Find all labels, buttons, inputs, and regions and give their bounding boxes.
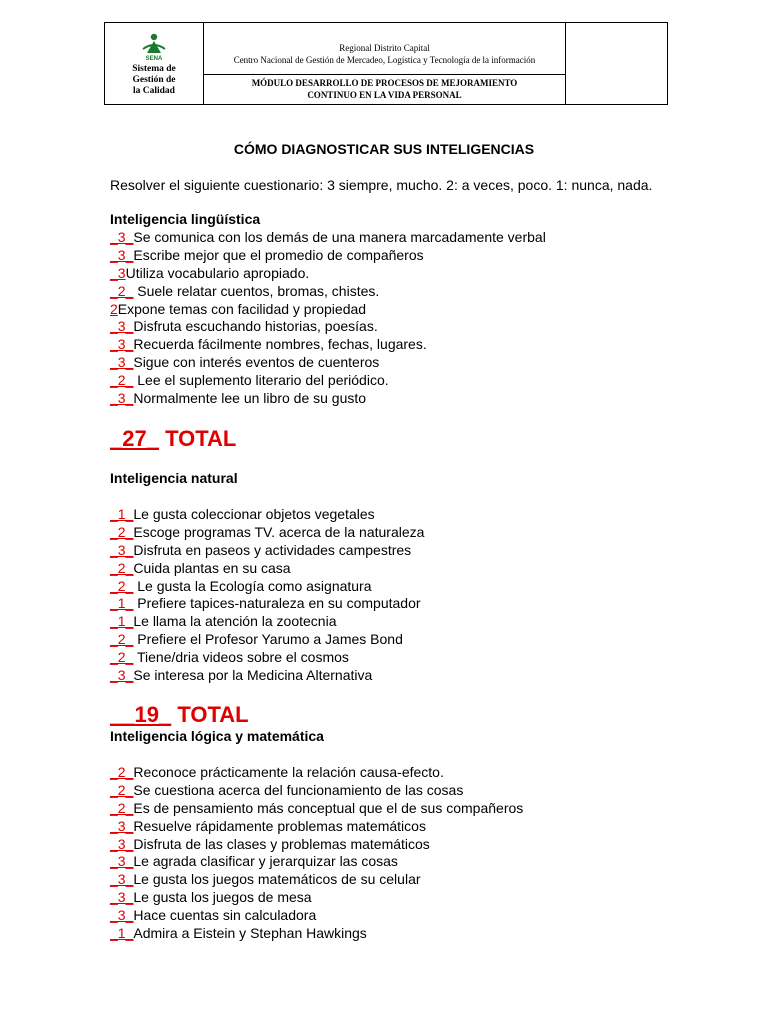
score: _3 xyxy=(110,264,126,281)
logo-text: SENA xyxy=(145,56,163,61)
module-title-line-1: MÓDULO DESARROLLO DE PROCESOS DE MEJORAMIENTO xyxy=(251,78,518,88)
list-item: _3Utiliza vocabulario apropiado. xyxy=(110,264,310,281)
score: _2_ xyxy=(110,649,134,666)
list-item: _2_ Prefiere el Profesor Yarumo a James Bond xyxy=(110,631,403,648)
list-item: _2_Reconoce prácticamente la relación causa-efecto. xyxy=(110,764,444,780)
score: _3_ xyxy=(110,667,134,684)
list-item: _1_Le llama la atención la zootecnia xyxy=(110,613,337,630)
system-line-3: la Calidad xyxy=(133,86,175,96)
instructions: Resolver el siguiente cuestionario: 3 siempre, mucho. 2: a veces, poco. 1: nunca, nada. xyxy=(110,177,653,193)
list-item: _1_ Prefiere tapices-naturaleza en su computador xyxy=(110,595,421,612)
sena-logo-icon xyxy=(139,31,169,61)
page-title: CÓMO DIAGNOSTICAR SUS INTELIGENCIAS xyxy=(233,141,535,157)
list-item: _3_Le agrada clasificar y jerarquizar las cosas xyxy=(110,853,398,870)
score: _3_ xyxy=(110,817,134,834)
score: _2_ xyxy=(110,523,134,540)
system-line-1: Sistema de xyxy=(132,64,176,74)
linguistic-total xyxy=(110,426,236,452)
score: _3_ xyxy=(110,246,134,263)
total-label: TOTAL xyxy=(165,426,237,451)
score: _3_ xyxy=(110,390,134,407)
header-empty-cell xyxy=(566,23,667,104)
score: _2_ xyxy=(110,781,134,798)
natural-items xyxy=(110,506,424,685)
list-item: _3_Se comunica con los demás de una manera marcadamente verbal xyxy=(110,229,546,245)
list-item: _3_Resuelve rápidamente problemas matemáticos xyxy=(110,817,426,834)
score: _3_ xyxy=(110,871,134,888)
list-item: _3_Hace cuentas sin calculadora xyxy=(110,907,317,924)
list-item: _3_Disfruta en paseos y actividades campestres xyxy=(110,541,412,558)
list-item: _2_Es de pensamiento más conceptual que el de sus compañeros xyxy=(110,799,524,816)
regional-label: Regional Distrito Capital xyxy=(339,43,430,53)
list-item: _3_Le gusta los juegos de mesa xyxy=(110,889,312,906)
list-item: _3_Le gusta los juegos matemáticos de su celular xyxy=(110,871,421,888)
section-heading-linguistic: Inteligencia lingüística xyxy=(110,211,261,227)
list-item: _2_Cuida plantas en su casa xyxy=(110,559,291,576)
score: _2_ xyxy=(110,799,134,816)
list-item: _3_Se interesa por la Medicina Alternativa xyxy=(110,667,373,684)
score: _2_ xyxy=(110,577,134,594)
section-heading-natural: Inteligencia natural xyxy=(110,470,238,486)
score: _3_ xyxy=(110,229,134,245)
score: _3_ xyxy=(110,336,134,353)
score: 2 xyxy=(110,300,118,317)
score: _2_ xyxy=(110,631,134,648)
score: _1_ xyxy=(110,925,134,942)
list-item: _1_Le gusta coleccionar objetos vegetales xyxy=(110,506,375,522)
list-item: _2_ Suele relatar cuentos, bromas, chistes. xyxy=(110,282,380,299)
score: _3_ xyxy=(110,907,134,924)
score: _2_ xyxy=(110,559,134,576)
document-header xyxy=(104,22,668,105)
list-item: 2Expone temas con facilidad y propiedad xyxy=(110,300,367,317)
natural-total xyxy=(110,702,249,728)
score: _3_ xyxy=(110,853,134,870)
list-item: _3_Recuerda fácilmente nombres, fechas, lugares. xyxy=(110,336,427,353)
list-item: _3_Escribe mejor que el promedio de compañeros xyxy=(110,246,424,263)
quality-system-cell xyxy=(105,23,204,104)
linguistic-items xyxy=(110,229,546,408)
total-value: __19_ xyxy=(110,702,172,727)
score: _3_ xyxy=(110,889,134,906)
header-center-cell xyxy=(204,23,566,104)
total-label: TOTAL xyxy=(177,702,249,727)
score: _2_ xyxy=(110,372,134,389)
score: _1_ xyxy=(110,595,134,612)
score: _2_ xyxy=(110,764,134,780)
list-item: _3_Disfruta de las clases y problemas matemáticos xyxy=(110,835,430,852)
score: _3_ xyxy=(110,541,134,558)
logical-items xyxy=(110,764,523,943)
score: _3_ xyxy=(110,835,134,852)
list-item: _2_Escoge programas TV. acerca de la naturaleza xyxy=(110,523,425,540)
module-title-line-2: CONTINUO EN LA VIDA PERSONAL xyxy=(307,90,462,100)
score: _2_ xyxy=(110,282,134,299)
section-heading-logical: Inteligencia lógica y matemática xyxy=(110,728,324,744)
score: _3_ xyxy=(110,354,134,371)
score: _1_ xyxy=(110,506,134,522)
list-item: _3_Normalmente lee un libro de su gusto xyxy=(110,390,367,407)
list-item: _2_ Tiene/dria videos sobre el cosmos xyxy=(110,649,349,666)
list-item: _3_Sigue con interés eventos de cuenteros xyxy=(110,354,380,371)
list-item: _2_Se cuestiona acerca del funcionamiento de las cosas xyxy=(110,781,464,798)
center-label: Centro Nacional de Gestión de Mercadeo, Logística y Tecnología de la información xyxy=(233,55,536,65)
score: _1_ xyxy=(110,613,134,630)
list-item: _3_Disfruta escuchando historias, poesías. xyxy=(110,318,378,335)
score: _3_ xyxy=(110,318,134,335)
system-line-2: Gestión de xyxy=(132,75,176,85)
list-item: _2_ Lee el suplemento literario del periódico. xyxy=(110,372,389,389)
list-item: _2_ Le gusta la Ecología como asignatura xyxy=(110,577,372,594)
list-item: _1_Admira a Eistein y Stephan Hawkings xyxy=(110,925,367,942)
total-value: _27_ xyxy=(110,426,159,451)
